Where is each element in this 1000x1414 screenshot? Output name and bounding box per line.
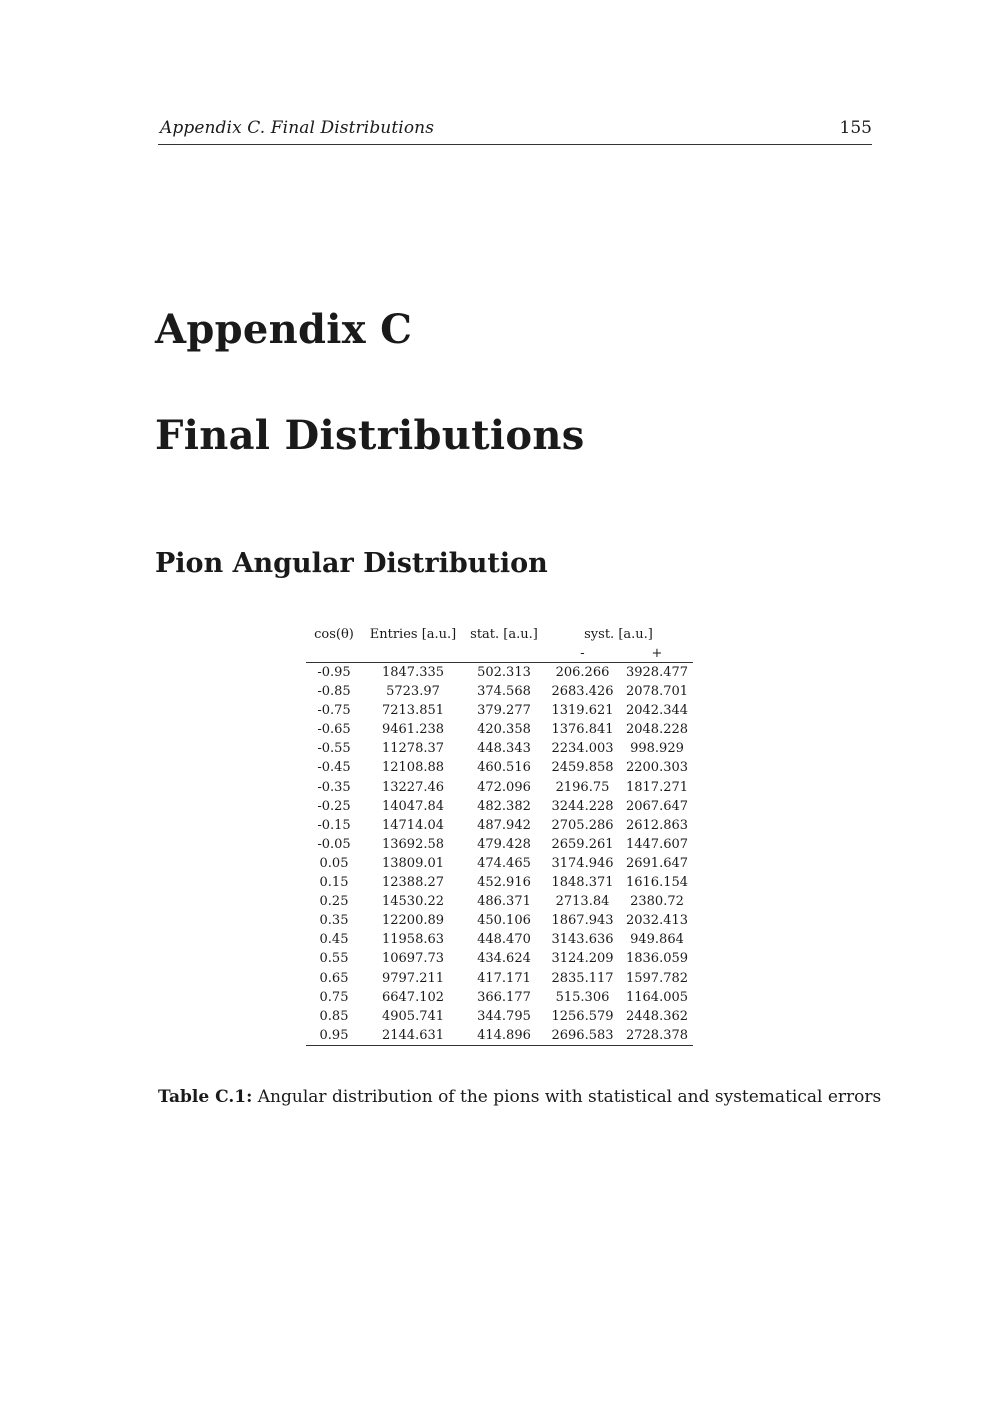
cell-cos: -0.75 — [317, 703, 351, 719]
caption-label: Table C.1: — [158, 1087, 253, 1107]
cell-cos: -0.85 — [317, 684, 351, 700]
cell-stat: 502.313 — [477, 665, 531, 680]
table-row — [306, 797, 693, 816]
cell-syst-minus: 2683.426 — [551, 684, 614, 700]
table-caption — [158, 1087, 881, 1107]
table-row — [306, 739, 693, 758]
cell-syst-minus: 2835.117 — [551, 970, 614, 986]
cell-syst-minus: 2705.286 — [551, 817, 614, 833]
cell-cos: 0.75 — [319, 989, 349, 1005]
cell-syst-plus: 2048.228 — [625, 722, 689, 738]
cell-cos: -0.55 — [317, 741, 351, 757]
cell-cos: -0.05 — [317, 836, 351, 852]
cell-stat: 414.896 — [464, 1026, 544, 1046]
cell-cos: -0.35 — [317, 779, 351, 795]
cell-stat: 448.343 — [477, 741, 531, 757]
col-header-syst-minus: - — [544, 644, 621, 663]
cell-entries: 10697.73 — [381, 951, 445, 967]
cell-syst-minus: 1319.621 — [551, 703, 614, 719]
running-title: Appendix C. Final Distributions — [160, 118, 435, 138]
cell-stat: 474.465 — [477, 855, 531, 871]
table-row — [306, 701, 693, 720]
cell-cos: -0.95 — [317, 665, 351, 680]
cell-stat: 487.942 — [477, 817, 531, 833]
table-subheader-row — [306, 644, 693, 663]
cell-syst-plus: 1447.607 — [625, 836, 689, 852]
cell-cos: 0.65 — [319, 970, 349, 986]
cell-stat: 452.916 — [477, 875, 531, 891]
cell-stat: 417.171 — [477, 970, 531, 986]
cell-entries: 14047.84 — [381, 798, 445, 814]
cell-entries: 5723.97 — [386, 684, 440, 700]
cell-syst-plus: 3928.477 — [625, 665, 689, 680]
cell-cos: -0.25 — [317, 798, 351, 814]
cell-syst-minus: 1848.371 — [551, 875, 614, 891]
cell-entries: 12388.27 — [381, 875, 445, 891]
cell-entries: 14530.22 — [381, 894, 445, 910]
cell-stat: 450.106 — [477, 913, 531, 929]
cell-syst-plus: 2728.378 — [621, 1026, 693, 1046]
table-row — [306, 969, 693, 988]
cell-syst-minus: 2713.84 — [555, 894, 610, 910]
cell-syst-plus: 1164.005 — [625, 989, 689, 1005]
table-row — [306, 816, 693, 835]
table-row — [306, 778, 693, 797]
cell-syst-minus: 1867.943 — [551, 913, 614, 929]
cell-entries: 6647.102 — [381, 989, 445, 1005]
table-row — [306, 835, 693, 854]
cell-cos: 0.35 — [319, 913, 349, 929]
cell-syst-plus: 2042.344 — [625, 703, 689, 719]
cell-syst-plus: 1817.271 — [625, 779, 689, 795]
cell-stat: 379.277 — [477, 703, 531, 719]
cell-syst-plus: 2691.647 — [625, 855, 689, 871]
cell-syst-plus: 2032.413 — [625, 913, 689, 929]
table-body — [306, 663, 693, 1046]
col-header-entries: Entries [a.u.] — [369, 626, 457, 642]
cell-entries: 13809.01 — [381, 855, 445, 871]
cell-entries: 11958.63 — [381, 932, 445, 948]
cell-syst-minus: 3244.228 — [551, 798, 614, 814]
cell-entries: 9797.211 — [381, 970, 445, 986]
cell-cos: -0.65 — [317, 722, 351, 738]
table-row — [306, 1026, 693, 1046]
running-header — [158, 116, 872, 145]
table-row — [306, 930, 693, 949]
cell-syst-minus: 3174.946 — [551, 855, 614, 871]
table-row — [306, 892, 693, 911]
cell-cos: 0.95 — [306, 1026, 362, 1046]
table-row — [306, 911, 693, 930]
cell-syst-plus: 1616.154 — [625, 875, 689, 891]
cell-stat: 434.624 — [477, 951, 531, 967]
cell-syst-minus: 2696.583 — [544, 1026, 621, 1046]
cell-stat: 460.516 — [477, 760, 531, 776]
cell-syst-minus: 1376.841 — [551, 722, 614, 738]
col-header-stat: stat. [a.u.] — [470, 626, 538, 642]
cell-syst-plus: 998.929 — [630, 741, 684, 757]
cell-stat: 486.371 — [477, 894, 531, 910]
table-row — [306, 663, 693, 683]
cell-syst-minus: 2234.003 — [551, 741, 614, 757]
cell-syst-plus: 2448.362 — [625, 1008, 689, 1024]
caption-text: Angular distribution of the pions with statistical and systematical errors — [257, 1087, 882, 1107]
table-row — [306, 758, 693, 777]
cell-syst-minus: 1256.579 — [551, 1008, 614, 1024]
cell-entries: 9461.238 — [381, 722, 445, 738]
table-row — [306, 682, 693, 701]
table-row — [306, 1007, 693, 1026]
table-row — [306, 988, 693, 1007]
cell-entries: 4905.741 — [381, 1008, 445, 1024]
chapter-title: Final Distributions — [155, 412, 585, 459]
cell-cos: 0.05 — [319, 855, 349, 871]
table-row — [306, 873, 693, 892]
cell-entries: 13692.58 — [381, 836, 445, 852]
table-header-row — [306, 624, 693, 644]
cell-stat: 374.568 — [477, 684, 531, 700]
cell-cos: 0.25 — [319, 894, 349, 910]
cell-cos: 0.45 — [319, 932, 349, 948]
cell-syst-plus: 1836.059 — [625, 951, 689, 967]
cell-syst-minus: 3143.636 — [551, 932, 614, 948]
cell-stat: 420.358 — [477, 722, 531, 738]
cell-entries: 7213.851 — [381, 703, 445, 719]
cell-syst-plus: 2200.303 — [625, 760, 689, 776]
cell-cos: -0.45 — [317, 760, 351, 776]
cell-syst-plus: 2078.701 — [625, 684, 689, 700]
cell-entries: 14714.04 — [381, 817, 445, 833]
section-title: Pion Angular Distribution — [155, 548, 548, 579]
cell-stat: 479.428 — [477, 836, 531, 852]
col-header-syst-plus: + — [621, 644, 693, 663]
cell-syst-plus: 949.864 — [630, 932, 684, 948]
table-row — [306, 949, 693, 968]
cell-stat: 482.382 — [477, 798, 531, 814]
cell-cos: -0.15 — [317, 817, 351, 833]
cell-syst-plus: 2380.72 — [630, 894, 684, 910]
cell-syst-plus: 2612.863 — [625, 817, 689, 833]
cell-syst-minus: 3124.209 — [551, 951, 614, 967]
cell-syst-plus: 2067.647 — [625, 798, 689, 814]
cell-syst-minus: 515.306 — [555, 989, 610, 1005]
cell-cos: 0.85 — [319, 1008, 349, 1024]
cell-entries: 1847.335 — [381, 665, 445, 680]
angular-distribution-table — [306, 624, 693, 1046]
cell-stat: 344.795 — [477, 1008, 531, 1024]
cell-entries: 11278.37 — [381, 741, 445, 757]
cell-cos: 0.55 — [319, 951, 349, 967]
cell-entries: 12200.89 — [381, 913, 445, 929]
table-row — [306, 720, 693, 739]
cell-syst-minus: 2659.261 — [551, 836, 614, 852]
cell-entries: 12108.88 — [381, 760, 445, 776]
col-header-cos: cos(θ) — [314, 626, 354, 642]
table-row — [306, 854, 693, 873]
cell-syst-minus: 206.266 — [555, 665, 610, 680]
page-number: 155 — [839, 118, 872, 138]
cell-syst-plus: 1597.782 — [625, 970, 689, 986]
cell-entries: 2144.631 — [362, 1026, 464, 1046]
col-header-syst: syst. [a.u.] — [584, 626, 653, 642]
chapter-label: Appendix C — [155, 306, 413, 353]
cell-syst-minus: 2459.858 — [551, 760, 614, 776]
cell-cos: 0.15 — [319, 875, 349, 891]
cell-stat: 472.096 — [477, 779, 531, 795]
cell-syst-minus: 2196.75 — [555, 779, 610, 795]
cell-entries: 13227.46 — [381, 779, 445, 795]
cell-stat: 448.470 — [477, 932, 531, 948]
cell-stat: 366.177 — [477, 989, 531, 1005]
